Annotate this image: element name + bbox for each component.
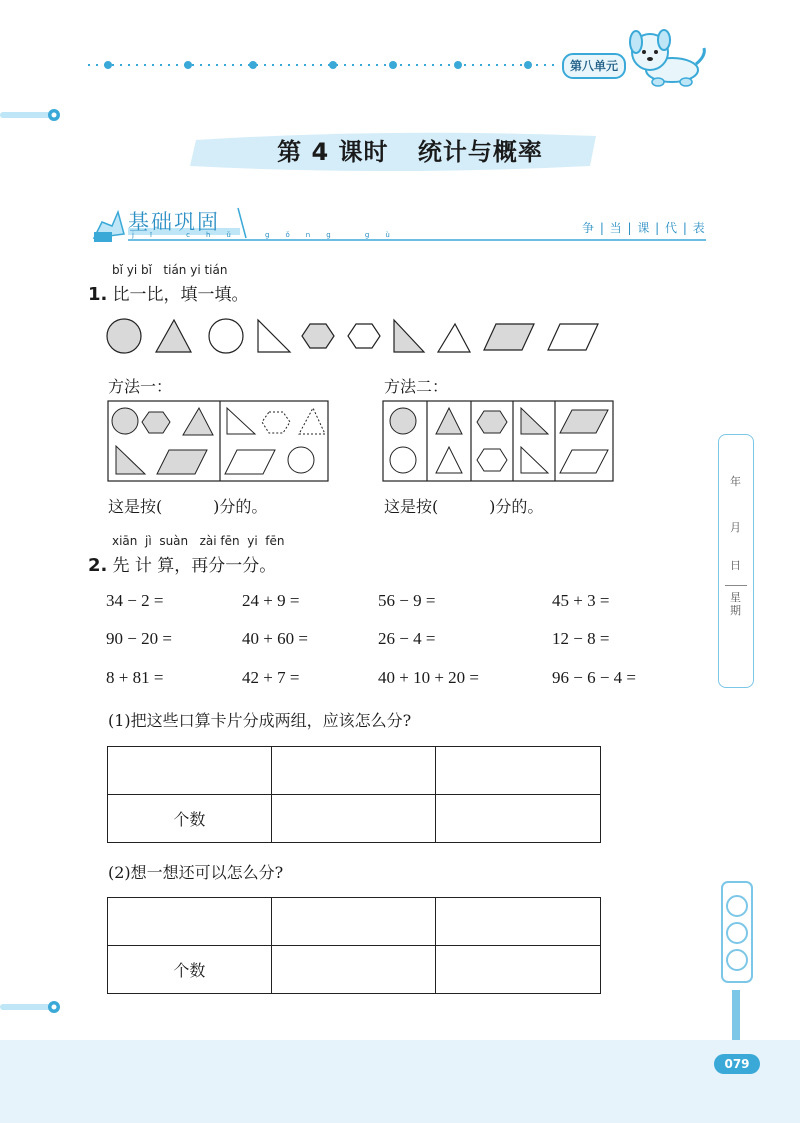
q2-pinyin: xiān jì suàn zài fēn yi fēn	[112, 534, 285, 548]
count-label: 个数	[108, 946, 272, 994]
circle-shape	[209, 319, 243, 353]
method2-grouping-box	[382, 400, 614, 482]
hexagon-shape	[348, 324, 380, 348]
answer-table-1	[107, 746, 601, 843]
circle-shape	[107, 319, 141, 353]
q1-prompt	[88, 280, 248, 305]
math-expression: 56 − 9 =	[378, 591, 436, 610]
count-label: 个数	[108, 795, 272, 843]
side-tab-decoration	[0, 1000, 60, 1014]
q2-sub2: (2)想一想还可以怎么分?	[108, 863, 284, 882]
math-expression: 42 + 7 =	[242, 668, 300, 687]
traffic-light-icon	[720, 880, 754, 990]
lesson-title	[200, 132, 620, 167]
right-triangle-shape	[394, 320, 424, 352]
hexagon-shape	[302, 324, 334, 348]
math-expression: 45 + 3 =	[552, 591, 610, 610]
math-expression: 34 − 2 =	[106, 591, 164, 610]
footer-band	[0, 1040, 800, 1123]
q2-number: 2.	[88, 555, 108, 576]
table-cell[interactable]	[271, 946, 436, 994]
date-day-label: 日	[730, 559, 741, 572]
math-expression: 96 − 6 − 4 =	[552, 668, 637, 687]
table-cell[interactable]	[436, 898, 601, 946]
date-week-label: 星期	[730, 591, 741, 617]
section-right-label: 争 | 当 | 课 | 代 | 表	[582, 221, 706, 235]
table-cell[interactable]	[271, 747, 436, 795]
date-divider	[725, 585, 747, 586]
table-cell[interactable]	[271, 795, 436, 843]
math-expression: 8 + 81 =	[106, 668, 164, 687]
math-expression: 40 + 60 =	[242, 629, 308, 648]
section-title: 基础巩固	[128, 210, 220, 234]
method1-label: 方法一：	[108, 377, 173, 396]
section-pinyin: jī chǔ gǒng gù	[132, 231, 406, 239]
method2-answer[interactable]: 这是按( )分的。	[384, 497, 544, 516]
q1-pinyin: bǐ yi bǐ tián yi tián	[112, 263, 228, 277]
q2-text: 先 计 算，再分一分。	[112, 556, 277, 576]
header-dotted-line	[88, 58, 558, 72]
table-cell[interactable]	[108, 898, 272, 946]
math-expression: 26 − 4 =	[378, 629, 436, 648]
q2-sub1: (1)把这些口算卡片分成两组，应该怎么分?	[108, 711, 412, 730]
answer-table-2	[107, 897, 601, 994]
math-expression: 12 − 8 =	[552, 629, 610, 648]
unit-badge: 第八单元	[562, 53, 626, 79]
q1-text: 比一比，填一填。	[112, 285, 249, 305]
math-expression: 24 + 9 =	[242, 591, 300, 610]
parallelogram-shape	[484, 324, 534, 350]
table-cell[interactable]	[271, 898, 436, 946]
triangle-shape	[438, 324, 470, 352]
q1-shape-row	[100, 314, 620, 358]
q2-prompt	[88, 551, 276, 576]
puppy-mascot-icon	[622, 26, 708, 90]
traffic-light-pole	[732, 990, 740, 1040]
table-cell[interactable]	[108, 747, 272, 795]
date-year-label: 年	[730, 475, 741, 488]
math-expression: 40 + 10 + 20 =	[378, 668, 480, 687]
parallelogram-shape	[548, 324, 598, 350]
lesson-name: 统计与概率	[417, 138, 543, 166]
table-cell[interactable]	[436, 795, 601, 843]
table-cell[interactable]	[436, 946, 601, 994]
date-box	[718, 434, 754, 688]
method1-grouping-box	[107, 400, 329, 482]
method2-label: 方法二：	[384, 377, 449, 396]
date-month-label: 月	[730, 521, 741, 534]
right-triangle-shape	[258, 320, 290, 352]
table-cell[interactable]	[436, 747, 601, 795]
page-number: 079	[714, 1054, 760, 1074]
method1-answer[interactable]: 这是按( )分的。	[108, 497, 268, 516]
triangle-shape	[156, 320, 191, 352]
math-expression: 90 − 20 =	[106, 629, 172, 648]
lesson-number: 第 4 课时	[277, 138, 389, 166]
q1-number: 1.	[88, 284, 108, 305]
side-tab-decoration	[0, 108, 60, 122]
